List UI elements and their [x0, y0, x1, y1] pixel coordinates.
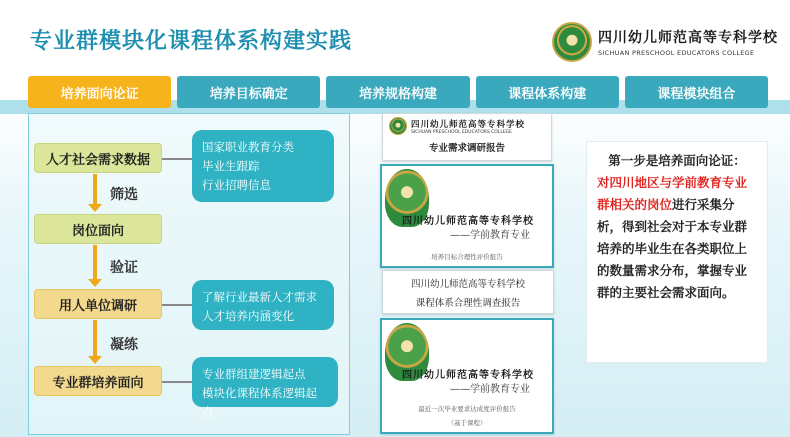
- college-logo: [552, 22, 778, 62]
- info-box-employer: [192, 280, 334, 330]
- doc-graduation-evaluation: [380, 318, 554, 434]
- flow-arrow-1: [93, 174, 97, 204]
- info-line: 专业群组建逻辑起点: [202, 367, 306, 381]
- connector-3: [162, 381, 192, 383]
- step-tabs: [28, 76, 768, 108]
- description-box: [587, 142, 767, 362]
- doc1-title: 专业需求调研报告: [428, 143, 505, 154]
- doc4-school: 四川幼儿师范高等专科学校: [402, 370, 534, 381]
- step-label-filter: 筛选: [110, 187, 138, 203]
- flow-node-demand-data: 人才社会需求数据: [34, 143, 162, 173]
- doc4-footer-2: （基于课程）: [447, 419, 487, 427]
- flow-node-employer-survey: 用人单位调研: [34, 289, 162, 319]
- tab-training-goals[interactable]: 培养目标确定: [177, 76, 320, 108]
- page-title: 专业群模块化课程体系构建实践: [30, 29, 353, 54]
- description-highlight: 对四川地区与学前教育专业群相关的岗位: [597, 175, 748, 212]
- info-line: 了解行业最新人才需求: [202, 290, 317, 304]
- flow-arrow-2-tip: [88, 279, 102, 287]
- doc-curriculum-survey: [382, 270, 554, 314]
- flow-node-positions: 岗位面向: [34, 214, 162, 244]
- connector-2: [162, 304, 192, 306]
- doc-goal-evaluation: [380, 164, 554, 268]
- doc3-line1: 四川幼儿师范高等专科学校: [410, 279, 525, 290]
- doc1-logo-cn: 四川幼儿师范高等专科学校: [411, 119, 526, 130]
- flow-arrow-1-tip: [88, 204, 102, 212]
- info-box-sources: [192, 130, 334, 202]
- doc-demand-survey: [382, 113, 552, 161]
- doc2-subtitle: ——学前教育专业: [450, 230, 530, 241]
- doc2-school: 四川幼儿师范高等专科学校: [402, 216, 534, 227]
- doc2-footer: 培养目标合理性评价报告: [431, 253, 503, 261]
- doc1-logo-en: SICHUAN PRESCHOOL EDUCATORS COLLEGE: [411, 129, 513, 135]
- step-label-refine: 凝练: [110, 337, 138, 353]
- info-line: 模块化课程体系逻辑起点: [202, 386, 317, 419]
- flow-arrow-3-tip: [88, 356, 102, 364]
- description-body: 进行采集分析，得到社会对于本专业群培养的毕业生在各类职位上的数量需求分布，掌握专业群的主要社会需求面向。: [597, 197, 748, 300]
- doc4-subtitle: ——学前教育专业: [450, 384, 530, 395]
- info-box-logic: [192, 357, 338, 419]
- tab-module-combination[interactable]: 课程模块组合: [625, 76, 768, 108]
- info-line: 人才培养内涵变化: [202, 309, 294, 323]
- tab-training-orientation[interactable]: 培养面向论证: [28, 76, 171, 108]
- doc3-line2: 课程体系合理性调查报告: [415, 298, 521, 309]
- flow-arrow-2: [93, 245, 97, 279]
- info-line: 国家职业教育分类: [202, 140, 294, 154]
- description-heading: 第一步是培养面向论证：: [608, 153, 746, 168]
- tab-training-specs[interactable]: 培养规格构建: [326, 76, 469, 108]
- logo-name-cn: 四川幼儿师范高等专科学校: [598, 30, 778, 46]
- connector-1: [162, 158, 192, 160]
- flow-node-group-orientation: 专业群培养面向: [34, 366, 162, 396]
- mini-emblem-icon: [389, 117, 407, 135]
- doc4-footer-1: 最近一次毕业要求达成度评价报告: [418, 405, 516, 413]
- logo-name-en: SICHUAN PRESCHOOL EDUCATORS COLLEGE: [598, 49, 755, 57]
- tab-curriculum-system[interactable]: 课程体系构建: [476, 76, 619, 108]
- step-label-verify: 验证: [110, 260, 138, 276]
- college-emblem-icon: [552, 22, 592, 62]
- flow-arrow-3: [93, 320, 97, 356]
- info-line: 行业招聘信息: [202, 178, 271, 192]
- info-line: 毕业生跟踪: [202, 159, 260, 173]
